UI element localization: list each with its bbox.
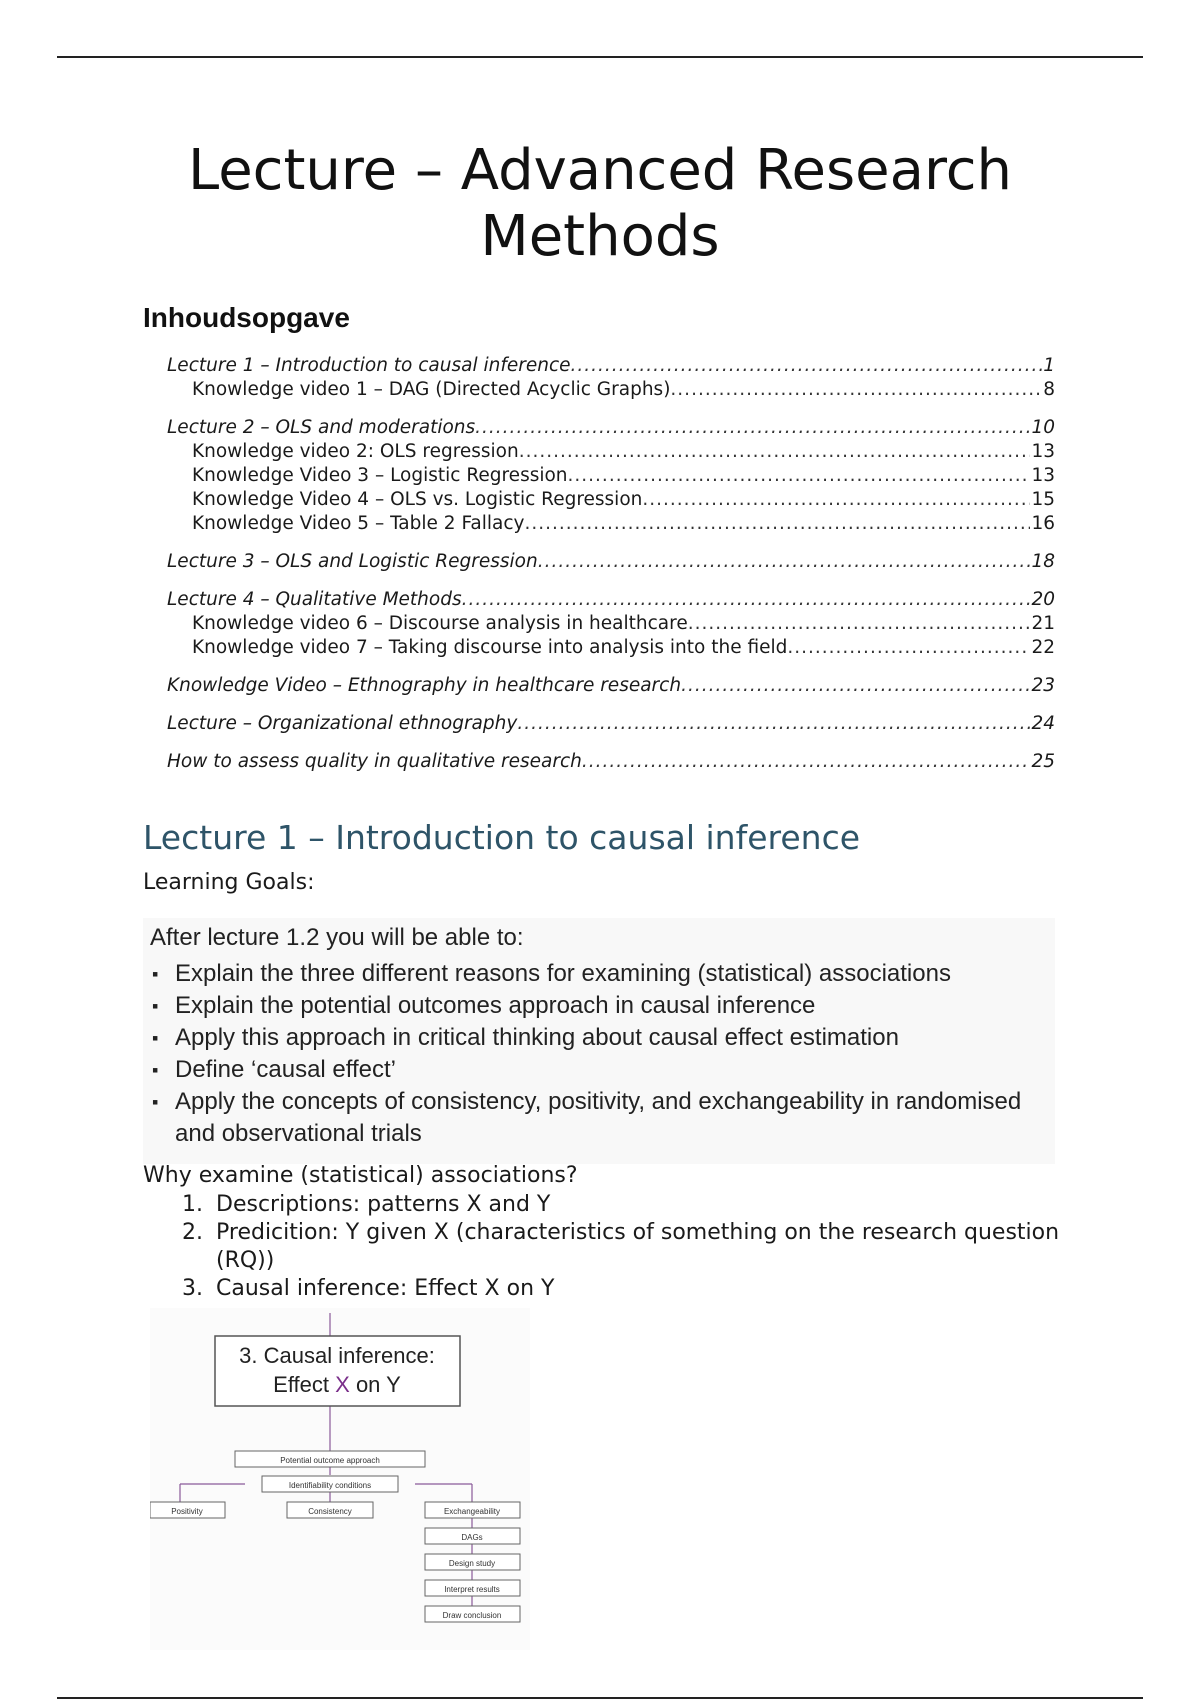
toc-entry-title: How to assess quality in qualitative research (167, 751, 582, 772)
toc-entry-title: Knowledge Video 5 – Table 2 Fallacy (192, 513, 525, 534)
diagram-consistency: Consistency (308, 1507, 352, 1516)
toc-leader-dots (642, 488, 1030, 512)
toc-entry-title: Lecture 1 – Introduction to causal inference (167, 355, 571, 376)
toc-page-number: 21 (1031, 613, 1055, 634)
toc-entry[interactable] (167, 588, 1055, 612)
toc-entry[interactable] (167, 464, 1055, 488)
toc-leader-dots (568, 464, 1031, 488)
toc-entry-title: Lecture 2 – OLS and moderations (167, 417, 476, 438)
toc-page-number: 24 (1031, 713, 1055, 734)
toc-entry-title: Lecture 3 – OLS and Logistic Regression (167, 551, 538, 572)
toc-entry[interactable] (167, 378, 1055, 402)
goals-list (150, 958, 1050, 1150)
toc-entry[interactable] (167, 712, 1055, 736)
toc-entry[interactable] (167, 440, 1055, 464)
toc-page-number: 20 (1031, 589, 1055, 610)
toc-page-number: 8 (1043, 379, 1055, 400)
diagram-draw-conclusion: Draw conclusion (442, 1611, 502, 1620)
toc-entry[interactable] (167, 488, 1055, 512)
goal-item: ▪ Explain the three different reasons for examining (statistical) associations (150, 958, 1050, 990)
toc-entry[interactable] (167, 674, 1055, 698)
goal-item: ▪ Apply the concepts of consistency, positivity, and exchangeability in randomised and observational trials (152, 1088, 1022, 1147)
toc-leader-dots (519, 440, 1031, 464)
document-title: Lecture – Advanced Research Methods (187, 138, 1013, 269)
square-bullet-icon: ▪ (152, 1092, 159, 1112)
toc-entry[interactable] (167, 750, 1055, 774)
diagram-potential-outcome: Potential outcome approach (280, 1456, 380, 1465)
toc-entry[interactable] (167, 354, 1055, 378)
toc-page-number: 15 (1031, 489, 1055, 510)
diagram-exchangeability: Exchangeability (443, 1507, 501, 1516)
diagram-main-line1: 3. Causal inference: (239, 1343, 435, 1368)
square-bullet-icon: ▪ (152, 964, 159, 984)
toc-page-number: 22 (1031, 637, 1055, 658)
toc-page-number: 10 (1031, 417, 1055, 438)
toc-leader-dots (538, 550, 1031, 574)
toc-page-number: 13 (1031, 441, 1055, 462)
toc-leader-dots (787, 636, 1030, 660)
why-heading: Why examine (statistical) associations? (143, 1163, 578, 1188)
toc-entry[interactable] (167, 636, 1055, 660)
footer-rule (57, 1697, 1143, 1699)
header-rule (57, 56, 1143, 58)
toc-entry-title: Knowledge video 6 – Discourse analysis in healthcare (192, 613, 688, 634)
square-bullet-icon: ▪ (152, 996, 159, 1016)
goals-intro: After lecture 1.2 you will be able to: (150, 924, 524, 951)
diagram-design-study: Design study (448, 1559, 496, 1568)
toc-page-number: 13 (1031, 465, 1055, 486)
diagram-dags: DAGs (461, 1533, 483, 1542)
toc-entry-title: Knowledge Video – Ethnography in healthcare research (167, 675, 682, 696)
diagram-main-line2: Effect X on Y (273, 1372, 401, 1397)
toc-leader-dots (670, 378, 1042, 402)
toc-leader-dots (571, 354, 1043, 378)
toc-entry-title: Knowledge Video 4 – OLS vs. Logistic Regression (192, 489, 643, 510)
goal-item: ▪ Define ‘causal effect’ (150, 1054, 1050, 1086)
toc-entry[interactable] (167, 512, 1055, 536)
toc-leader-dots (462, 588, 1031, 612)
toc-page-number: 16 (1031, 513, 1055, 534)
toc-entry-title: Lecture – Organizational ethnography (167, 713, 518, 734)
toc-entry[interactable] (167, 550, 1055, 574)
toc-page-number: 25 (1031, 751, 1055, 772)
learning-goals-label: Learning Goals: (143, 870, 315, 895)
toc-page-number: 23 (1031, 675, 1055, 696)
table-of-contents (167, 354, 1055, 774)
diagram-interpret-results: Interpret results (444, 1585, 500, 1594)
toc-leader-dots (524, 512, 1030, 536)
toc-entry-title: Knowledge video 2: OLS regression (192, 441, 519, 462)
toc-page-number: 1 (1043, 355, 1055, 376)
toc-entry-title: Knowledge video 7 – Taking discourse into analysis into the field (192, 637, 788, 658)
toc-leader-dots (582, 750, 1031, 774)
why-list (170, 1191, 1070, 1303)
section-heading-lecture-1: Lecture 1 – Introduction to causal inference (143, 818, 861, 857)
causal-inference-diagram (150, 1308, 530, 1650)
toc-entry-title: Knowledge video 1 – DAG (Directed Acyclic Graphs) (192, 379, 671, 400)
diagram-identifiability: Identifiability conditions (288, 1481, 372, 1490)
toc-leader-dots (681, 674, 1030, 698)
toc-leader-dots (517, 712, 1030, 736)
toc-heading: Inhoudsopgave (143, 302, 350, 333)
why-item: 2. Predicition: Y given X (characteristics of something on the research question (RQ)) (182, 1220, 1060, 1273)
square-bullet-icon: ▪ (152, 1060, 159, 1080)
why-item: 1. Descriptions: patterns X and Y (182, 1192, 551, 1217)
toc-leader-dots (475, 416, 1030, 440)
goal-item: ▪ Explain the potential outcomes approach in causal inference (150, 990, 1050, 1022)
toc-entry[interactable] (167, 612, 1055, 636)
goal-item: ▪ Apply this approach in critical thinking about causal effect estimation (150, 1022, 1050, 1054)
toc-entry-title: Lecture 4 – Qualitative Methods (167, 589, 462, 610)
learning-goals-slide (143, 918, 1055, 1164)
diagram-positivity: Positivity (171, 1507, 203, 1516)
toc-page-number: 18 (1031, 551, 1055, 572)
square-bullet-icon: ▪ (152, 1028, 159, 1048)
toc-entry[interactable] (167, 416, 1055, 440)
why-item: 3. Causal inference: Effect X on Y (182, 1276, 555, 1301)
toc-leader-dots (688, 612, 1031, 636)
toc-entry-title: Knowledge Video 3 – Logistic Regression (192, 465, 568, 486)
